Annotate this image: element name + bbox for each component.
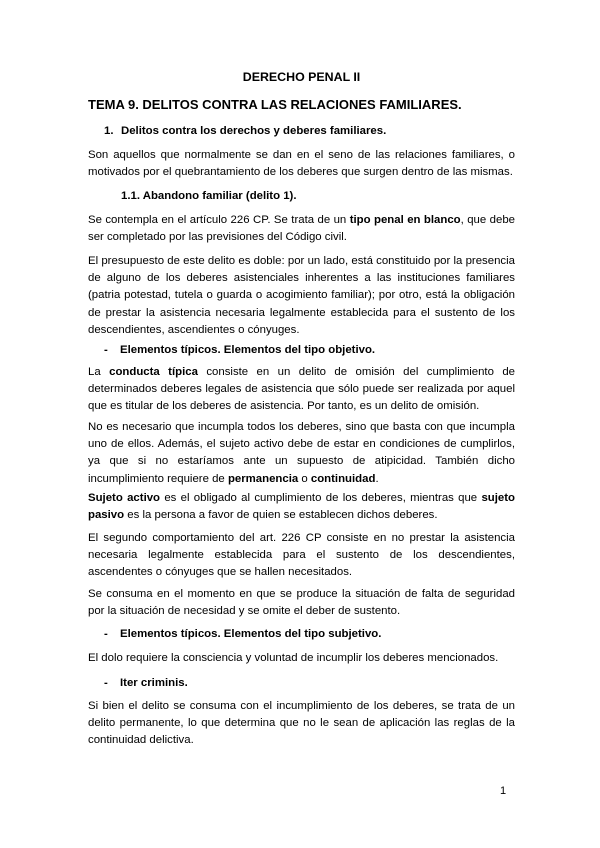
bold-term-sujeto-pasivo: sujeto pasivo	[88, 492, 515, 522]
section-1-heading	[104, 123, 515, 140]
paragraph-segundo: El segundo comportamiento del art. 226 CP consiste en no prestar la asistencia necesaria legalmente establecida para el sustento de los descendientes, ascendentes o cónyuges que se hallen necesitados.	[88, 532, 515, 579]
section-1-title: Delitos contra los derechos y deberes familiares.	[121, 125, 387, 137]
text-run: es la persona a favor de quien se establecen dichos deberes.	[124, 509, 438, 522]
text-run: es el obligado al cumplimiento de los deberes, mientras que	[160, 492, 482, 504]
text-run: .	[375, 472, 379, 485]
text-run: consiste en un delito de omisión del cumplimiento de determinados deberes legales de asistencia que sólo puede ser realizada por aquel que es titular de los deberes de asistencia. Por tanto, es un delito de omisión.	[88, 366, 516, 413]
text-run: Se contempla en el artículo 226 CP. Se trata de un	[88, 214, 350, 226]
paragraph-art-226	[88, 212, 515, 246]
paragraph-presupuesto: El presupuesto de este delito es doble: por un lado, está constituido por la presencia de alguno de los deberes asistenciales inherentes a las instituciones familiares (patria potestad, tutela o guarda o acogimiento familiar); por otro, está la obligación de prestar la asistencia necesaria legalmente establecida para el sustento de los descendientes, ascendientes o cónyuges.	[88, 255, 515, 336]
section-1-1-heading: 1.1. Abandono familiar (delito 1).	[121, 190, 297, 202]
bullet-dash: -	[104, 628, 108, 640]
paragraph-dolo: El dolo requiere la consciencia y voluntad de incumplir los deberes mencionados.	[88, 652, 499, 664]
document-title: DERECHO PENAL II	[242, 70, 361, 84]
paragraph-sujeto	[88, 490, 515, 524]
paragraph-necesario	[88, 419, 515, 488]
paragraph-conducta	[88, 364, 515, 416]
page-number: 1	[500, 785, 507, 797]
bold-term-permanencia: permanencia	[227, 472, 299, 485]
bold-term-conducta: conducta típica	[109, 366, 198, 378]
text-run: La	[88, 366, 110, 378]
topic-heading: TEMA 9. DELITOS CONTRA LAS RELACIONES FAMILIARES.	[88, 97, 462, 112]
bold-term-continuidad: continuidad	[310, 472, 376, 485]
bullet-title: Elementos típicos. Elementos del tipo objetivo.	[120, 344, 376, 356]
paragraph-iter: Si bien el delito se consuma con el incumplimiento de los deberes, se trata de un delito permanente, lo que determina que no le sean de aplicación las reglas de la continuidad delictiva.	[88, 700, 515, 747]
text-run: o	[298, 472, 311, 485]
bold-term-tipo-penal: tipo penal en blanco	[349, 214, 461, 226]
bullet-title: Iter criminis.	[120, 677, 188, 689]
bold-term-sujeto-activo: Sujeto activo	[88, 492, 161, 504]
bullet-iter-criminis	[104, 675, 515, 692]
paragraph-consuma: Se consuma en el momento en que se produce la situación de falta de seguridad por la situación de necesidad y se omite el deber de sustento.	[88, 588, 515, 618]
section-1-number: 1.	[104, 125, 114, 137]
bullet-tipo-objetivo	[104, 342, 515, 359]
bullet-title: Elementos típicos. Elementos del tipo subjetivo.	[120, 628, 382, 640]
text-run: , que debe ser completado por las previsiones del Código civil.	[88, 214, 515, 244]
bullet-dash: -	[104, 677, 108, 689]
text-run: No es necesario que incumpla todos los deberes, sino que basta con que incumpla uno de ellos. Además, el sujeto activo debe de estar en condiciones de cumplirlos, ya que si no estaríamos ante un supuesto de atipicidad. También dicho incumplimiento requiere de	[88, 421, 515, 485]
bullet-tipo-subjetivo	[104, 626, 515, 643]
paragraph-intro: Son aquellos que normalmente se dan en el seno de las relaciones familiares, o motivados por el quebrantamiento de los deberes que surgen dentro de las mismas.	[88, 149, 515, 179]
bullet-dash: -	[104, 344, 108, 356]
